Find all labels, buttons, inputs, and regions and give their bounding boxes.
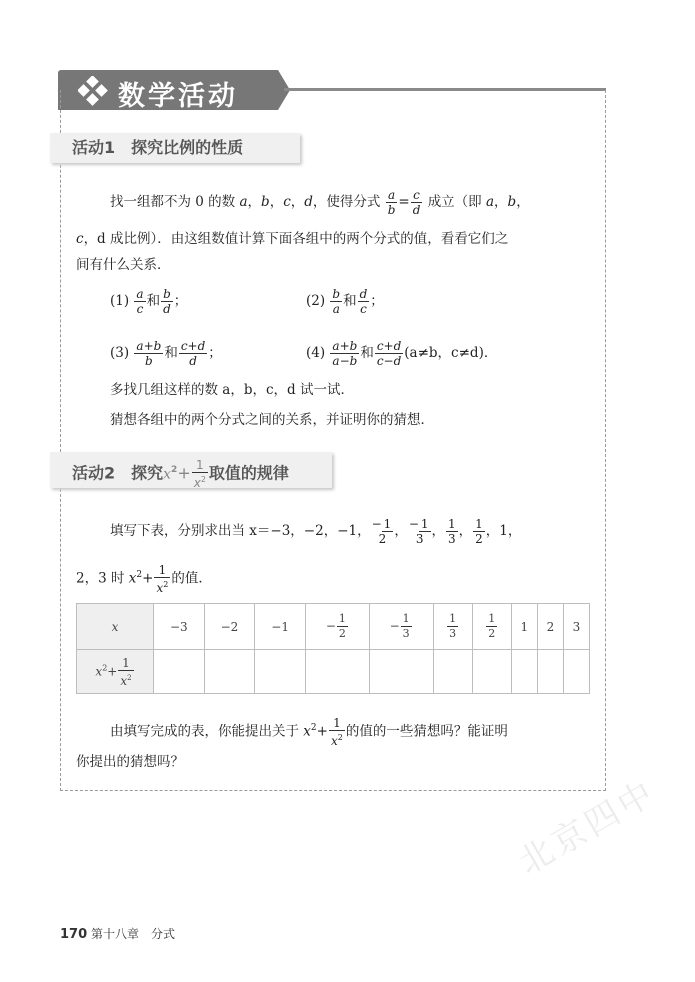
x-value-cell: $\frac{1}{3}$ xyxy=(433,604,472,650)
x-value-cell: − $\frac{1}{2}$ xyxy=(305,604,369,650)
answer-cell[interactable] xyxy=(472,650,511,694)
watermark: 北京四中 xyxy=(511,772,664,883)
answer-cell[interactable] xyxy=(511,650,537,694)
answer-cell[interactable] xyxy=(537,650,563,694)
activity2-question-line2: 你提出的猜想吗？ xyxy=(76,754,184,770)
answer-cell[interactable] xyxy=(255,650,306,694)
page-number: 170 xyxy=(60,927,88,942)
answer-cell[interactable] xyxy=(369,650,433,694)
activity1-item: (4) $\frac{a+b}{a-b}$ 和 $\frac{c+d}{c-d}$ (a≠b，c≠d)． xyxy=(306,339,498,368)
chapter-label: 第十八章 分式 xyxy=(90,927,175,941)
fraction: $\frac{c+d}{d}$ xyxy=(180,339,206,368)
x-value-cell: − $\frac{1}{3}$ xyxy=(369,604,433,650)
activity2-heading: 活动2 探究$x^2+$ $\frac{1}{x^2}$ 取值的规律 xyxy=(50,452,332,488)
expression-header: $x^2+$ $\frac{1}{x^2}$ xyxy=(77,650,154,694)
table-row xyxy=(77,650,590,694)
activity2-fill-line1: 填写下表，分别求出当 x＝−3，−2，−1，− 1 2 ，− 1 3 ， $\frac{1}{3}$ ， $\frac{1}{2}$ ，1， xyxy=(110,517,522,546)
table-row xyxy=(77,604,590,650)
activity1-guess: 猜想各组中的两个分式之间的关系，并证明你的猜想． xyxy=(110,412,434,428)
x-value-cell: −1 xyxy=(255,604,306,650)
x-value-cell: −2 xyxy=(204,604,255,650)
x-header: x xyxy=(77,604,154,650)
answer-cell[interactable] xyxy=(204,650,255,694)
activity2-fill-line2: 2，3 时 $x^2+$ $\frac{1}{x^2}$ 的值． xyxy=(76,563,212,595)
activity1-intro-line3: 间有什么关系． xyxy=(76,257,171,273)
x-value-cell: −3 xyxy=(154,604,205,650)
activity1-item: (3) $\frac{a+b}{b}$ 和 $\frac{c+d}{d}$ ； xyxy=(110,339,222,368)
fraction: $\frac{b}{a}$ xyxy=(332,287,341,316)
activity2-question-line1: 由填写完成的表，你能提出关于 $x^2+$ $\frac{1}{x^2}$ 的值的一些猜想吗？能证明 xyxy=(110,716,508,748)
answer-cell[interactable] xyxy=(433,650,472,694)
fraction-a-b: $\frac{a}{b}$ xyxy=(387,188,396,217)
fraction: $\frac{c+d}{c-d}$ xyxy=(376,339,402,368)
activity1-intro-line1: 找一组都不为 0 的数 a，b，c，d，使得分式 $\frac{a}{b}$ = $\frac{c}{d}$ 成立（即 a，b， xyxy=(110,188,530,217)
fraction: $\frac{a+b}{b}$ xyxy=(136,339,162,368)
activity1-try-more: 多找几组这样的数 a，b，c，d 试一试． xyxy=(110,382,354,398)
fraction: $\frac{a}{c}$ xyxy=(136,287,144,316)
fraction-c-d: $\frac{c}{d}$ xyxy=(412,188,421,217)
answer-cell[interactable] xyxy=(563,650,589,694)
page-footer xyxy=(60,925,175,942)
x-value-cell: 2 xyxy=(537,604,563,650)
answer-cell[interactable] xyxy=(154,650,205,694)
fraction: $\frac{b}{d}$ xyxy=(163,287,171,316)
fraction: $\frac{d}{c}$ xyxy=(359,287,368,316)
x-value-cell: 3 xyxy=(563,604,589,650)
fraction: $\frac{a+b}{a-b}$ xyxy=(332,339,358,368)
values-table xyxy=(76,603,590,694)
x-value-cell: $\frac{1}{2}$ xyxy=(472,604,511,650)
activity1-heading: 活动1 探究比例的性质 xyxy=(50,133,300,163)
page-title: 数学活动 xyxy=(118,81,238,112)
activity1-intro-line2: c，d 成比例）．由这组数值计算下面各组中的两个分式的值，看看它们之 xyxy=(76,231,509,247)
answer-cell[interactable] xyxy=(305,650,369,694)
x-value-cell: 1 xyxy=(511,604,537,650)
activity1-item: (1) $\frac{a}{c}$ 和 $\frac{b}{d}$ ； xyxy=(110,287,188,316)
activity1-item: (2) $\frac{b}{a}$ 和 $\frac{d}{c}$ ； xyxy=(306,287,384,316)
